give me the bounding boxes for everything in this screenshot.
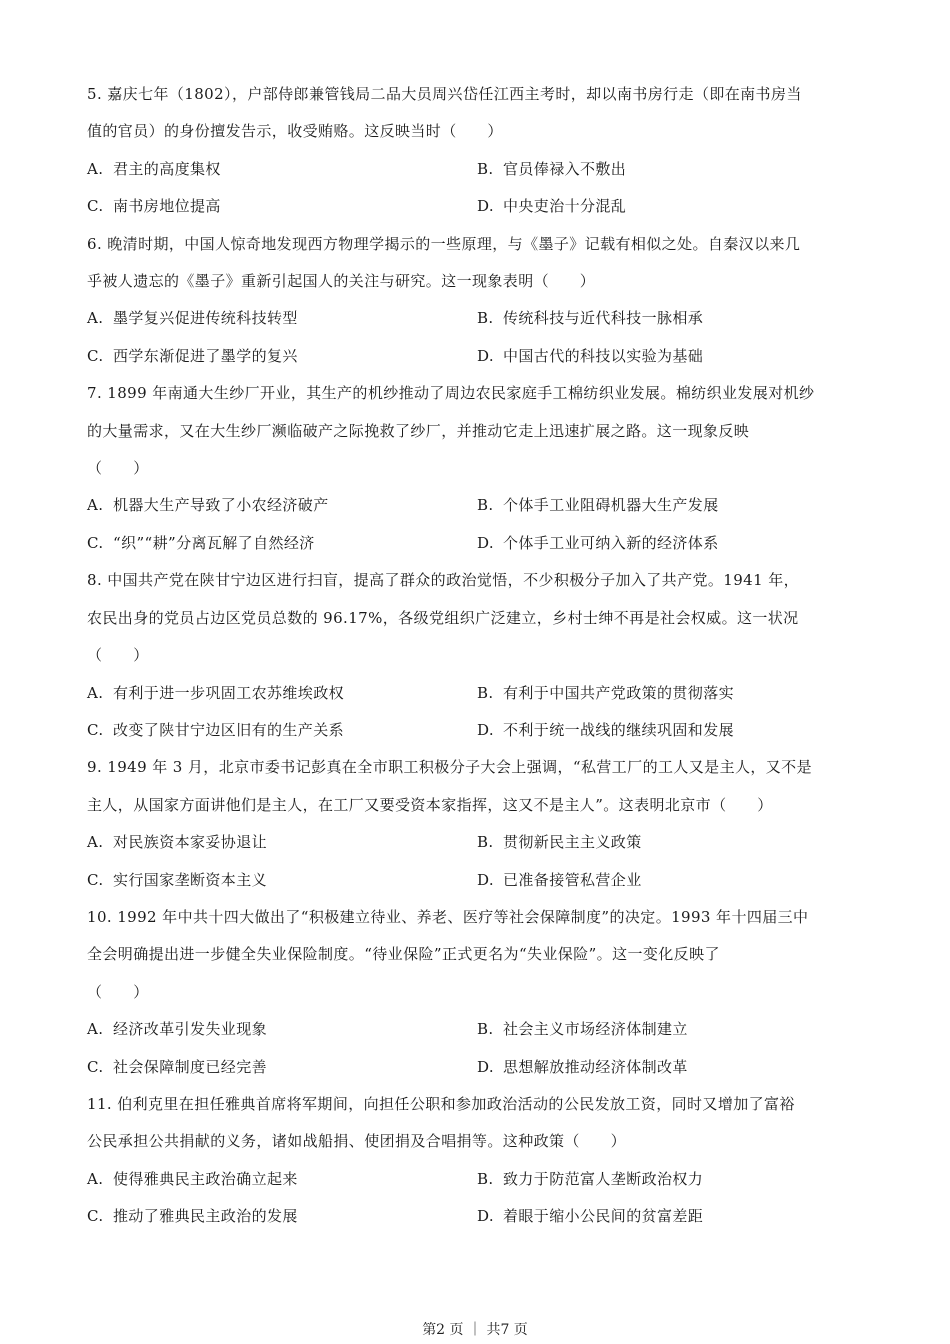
option-text: 社会主义市场经济体制建立	[503, 1020, 688, 1039]
option-letter: B.	[477, 683, 494, 702]
option-text: 机器大生产导致了小农经济破产	[113, 496, 329, 515]
option-letter: A.	[87, 833, 104, 852]
answer-option	[87, 675, 477, 712]
option-letter: A.	[87, 496, 104, 515]
answer-option	[477, 824, 867, 861]
answer-options	[87, 675, 867, 750]
option-text: 有利于中国共产党政策的贯彻落实	[503, 683, 735, 702]
answer-options	[87, 151, 867, 226]
question-stem	[87, 899, 867, 1011]
option-text: 君主的高度集权	[113, 159, 221, 178]
question-list	[87, 76, 867, 1236]
option-text: 着眼于缩小公民间的贫富差距	[503, 1207, 704, 1226]
answer-option	[87, 712, 477, 749]
question-stem-line: 7. 1899 年南通大生纱厂开业，其生产的机纱推动了周边农民家庭手工棉纺织业发展。棉纺织业发展对机纱	[87, 384, 815, 403]
question-stem-line: （ ）	[87, 646, 149, 665]
question-stem	[87, 76, 867, 151]
option-text: 推动了雅典民主政治的发展	[113, 1207, 298, 1226]
answer-option	[87, 338, 477, 375]
option-letter: B.	[477, 496, 494, 515]
question-item	[87, 562, 867, 749]
option-letter: A.	[87, 1020, 104, 1039]
option-text: 传统科技与近代科技一脉相承	[503, 309, 704, 328]
answer-option	[87, 824, 477, 861]
question-item	[87, 226, 867, 376]
answer-options	[87, 300, 867, 375]
answer-option	[87, 151, 477, 188]
option-text: 对民族资本家妥协退让	[113, 833, 268, 852]
question-stem-line: 6. 晚清时期，中国人惊奇地发现西方物理学揭示的一些原理，与《墨子》记载有相似之处。自秦汉以来几	[87, 234, 801, 253]
option-letter: D.	[477, 870, 495, 889]
option-text: “织”“耕”分离瓦解了自然经济	[113, 533, 315, 552]
option-text: 经济改革引发失业现象	[113, 1020, 268, 1039]
option-letter: C.	[87, 720, 104, 739]
question-stem-line: 5. 嘉庆七年（1802），户部侍郎兼管钱局二品大员周兴岱任江西主考时，却以南书房行走（即在南书房当	[87, 85, 802, 103]
question-stem	[87, 375, 867, 487]
answer-option	[477, 675, 867, 712]
answer-options	[87, 824, 867, 899]
question-stem-line: 的大量需求，又在大生纱厂濒临破产之际挽救了纱厂，并推动它走上迅速扩展之路。这一现象反映	[87, 421, 750, 440]
option-letter: D.	[477, 346, 495, 365]
answer-option	[477, 1198, 867, 1235]
question-stem-line: 10. 1992 年中共十四大做出了“积极建立待业、养老、医疗等社会保障制度”的决定。1993 年十四届三中	[87, 907, 809, 926]
option-letter: B.	[477, 1020, 494, 1039]
option-text: 改变了陕甘宁边区旧有的生产关系	[113, 720, 345, 739]
question-item	[87, 749, 867, 899]
option-letter: C.	[87, 1057, 104, 1076]
answer-option	[87, 188, 477, 225]
option-letter: B.	[477, 159, 494, 178]
question-stem	[87, 226, 867, 301]
question-stem-line: （ ）	[87, 982, 149, 1001]
question-stem-line: 9. 1949 年 3 月，北京市委书记彭真在全市职工积极分子大会上强调，“私营工厂的工人又是主人，又不是	[87, 758, 812, 777]
answer-option	[87, 525, 477, 562]
option-letter: C.	[87, 197, 104, 216]
option-letter: A.	[87, 309, 104, 328]
option-letter: B.	[477, 1169, 494, 1188]
question-stem-line: 农民出身的党员占边区党员总数的 96.17%，各级党组织广泛建立，乡村士绅不再是社会权威。这一状况	[87, 608, 799, 627]
option-letter: D.	[477, 720, 495, 739]
option-letter: B.	[477, 833, 494, 852]
question-stem	[87, 749, 867, 824]
answer-option	[477, 1049, 867, 1086]
option-letter: C.	[87, 346, 104, 365]
answer-option	[87, 487, 477, 524]
option-letter: D.	[477, 197, 495, 216]
option-text: 中央吏治十分混乱	[503, 197, 627, 216]
option-text: 致力于防范富人垄断政治权力	[503, 1169, 704, 1188]
question-item	[87, 76, 867, 226]
option-text: 中国古代的科技以实验为基础	[503, 346, 704, 365]
question-stem-line: 全会明确提出进一步健全失业保险制度。“待业保险”正式更名为“失业保险”。这一变化反映了	[87, 945, 720, 964]
option-letter: A.	[87, 159, 104, 178]
answer-option	[477, 1161, 867, 1198]
option-text: 南书房地位提高	[113, 197, 221, 216]
option-text: 官员俸禄入不敷出	[503, 159, 627, 178]
answer-option	[477, 862, 867, 899]
question-item	[87, 375, 867, 562]
answer-option	[477, 338, 867, 375]
answer-option	[87, 1161, 477, 1198]
option-letter: D.	[477, 1207, 495, 1226]
answer-options	[87, 487, 867, 562]
option-text: 使得雅典民主政治确立起来	[113, 1169, 298, 1188]
answer-options	[87, 1161, 867, 1236]
option-letter: A.	[87, 1169, 104, 1188]
option-text: 有利于进一步巩固工农苏维埃政权	[113, 683, 345, 702]
answer-option	[87, 1011, 477, 1048]
question-item	[87, 899, 867, 1086]
option-text: 西学东渐促进了墨学的复兴	[113, 346, 298, 365]
answer-option	[477, 712, 867, 749]
option-text: 已准备接管私营企业	[503, 870, 642, 889]
question-stem-line: 公民承担公共捐献的义务，诸如战船捐、使团捐及合唱捐等。这种政策（ ）	[87, 1132, 627, 1151]
answer-option	[87, 300, 477, 337]
answer-option	[477, 300, 867, 337]
option-text: 个体手工业阻碍机器大生产发展	[503, 496, 719, 515]
option-letter: D.	[477, 533, 495, 552]
answer-option	[87, 862, 477, 899]
option-letter: B.	[477, 309, 494, 328]
option-text: 个体手工业可纳入新的经济体系	[503, 533, 719, 552]
answer-option	[477, 151, 867, 188]
answer-option	[477, 188, 867, 225]
option-letter: A.	[87, 683, 104, 702]
answer-options	[87, 1011, 867, 1086]
question-stem-line: 值的官员）的身份擅发告示，收受贿赂。这反映当时（ ）	[87, 122, 503, 141]
question-item	[87, 1086, 867, 1236]
option-text: 社会保障制度已经完善	[113, 1057, 268, 1076]
option-text: 不利于统一战线的继续巩固和发展	[503, 720, 735, 739]
question-stem-line: 主人，从国家方面讲他们是主人，在工厂又要受资本家指挥，这又不是主人”。这表明北京市（ ）	[87, 795, 773, 814]
option-letter: C.	[87, 870, 104, 889]
question-stem-line: 11. 伯利克里在担任雅典首席将军期间，向担任公职和参加政治活动的公民发放工资，同时又增加了富裕	[87, 1094, 795, 1113]
question-stem-line: （ ）	[87, 459, 149, 478]
question-stem	[87, 562, 867, 674]
option-letter: C.	[87, 1207, 104, 1226]
page-footer: 第2 页 ｜ 共7 页	[422, 1322, 528, 1338]
option-text: 贯彻新民主主义政策	[503, 833, 642, 852]
answer-option	[477, 1011, 867, 1048]
option-text: 实行国家垄断资本主义	[113, 870, 268, 889]
answer-option	[477, 525, 867, 562]
option-letter: C.	[87, 533, 104, 552]
question-stem	[87, 1086, 867, 1161]
answer-option	[87, 1198, 477, 1235]
answer-option	[477, 487, 867, 524]
question-stem-line: 乎被人遗忘的《墨子》重新引起国人的关注与研究。这一现象表明（ ）	[87, 272, 596, 291]
option-text: 思想解放推动经济体制改革	[503, 1057, 688, 1076]
question-stem-line: 8. 中国共产党在陕甘宁边区进行扫盲，提高了群众的政治觉悟，不少积极分子加入了共产党。1941 年，	[87, 571, 800, 590]
option-letter: D.	[477, 1057, 495, 1076]
answer-option	[87, 1049, 477, 1086]
option-text: 墨学复兴促进传统科技转型	[113, 309, 298, 328]
